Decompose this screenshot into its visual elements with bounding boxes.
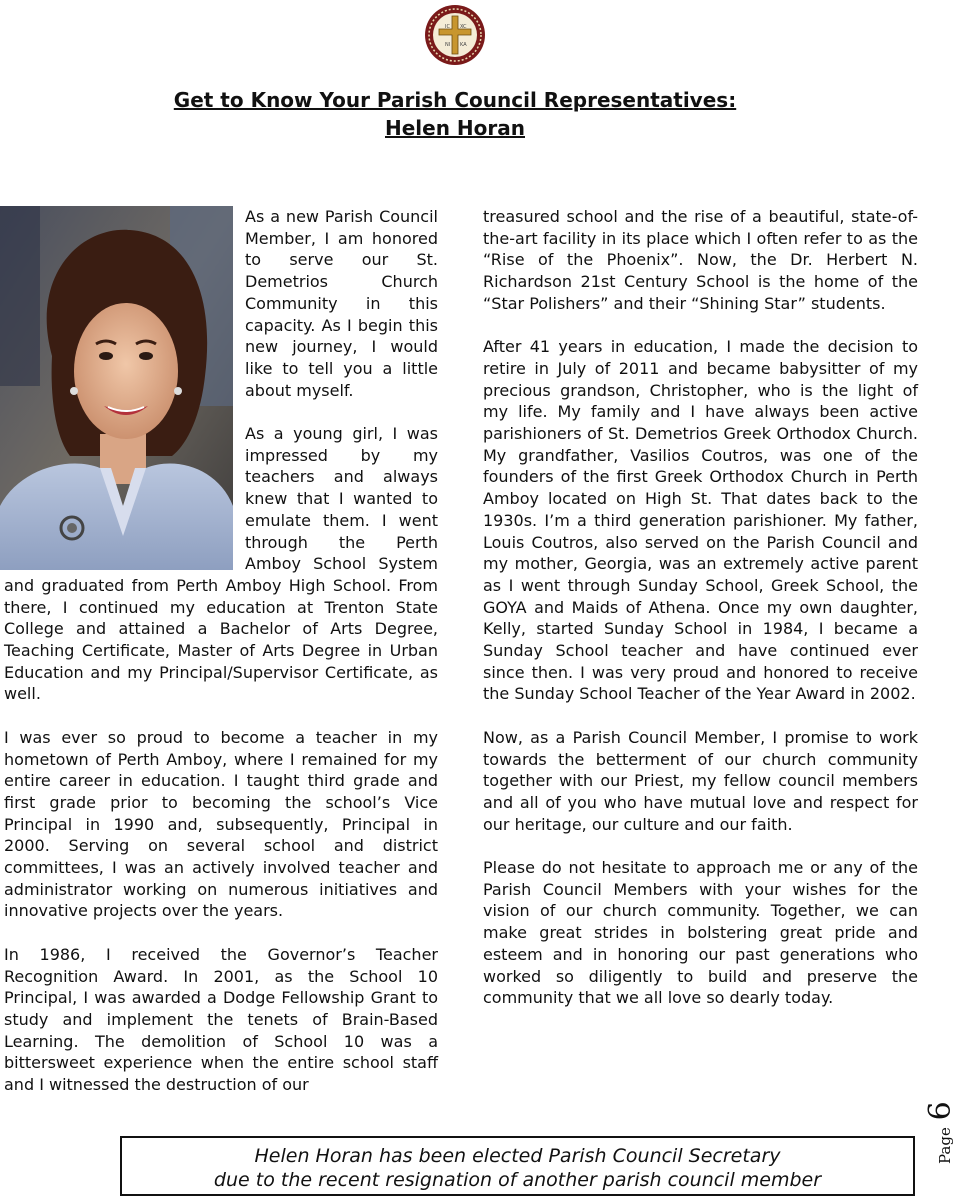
page-title [0, 86, 910, 142]
right-column [483, 206, 918, 1031]
left-paragraph-1: As a new Parish Council Member, I am honored to serve our St. Demetrios Church Community in this capacity. As I begin this new journey, I would like to tell you a little about myself. [245, 207, 438, 400]
right-paragraph-3: Now, as a Parish Council Member, I promise to work towards the betterment of our church community together with our Priest, my fellow council members and all of you who have mutual love and respect for our heritage, our culture and our faith. [483, 727, 918, 834]
page-number-value: 6 [923, 1101, 958, 1121]
right-paragraph-4: Please do not hesitate to approach me or any of the Parish Council Members with your wishes for the vision of our church community. Together, we can make great strides in bolstering great pride and esteem and in honoring our past generations who worked so diligently to build and preserve the community that we all love so dearly today. [483, 858, 918, 1008]
svg-text:IC: IC [445, 24, 450, 30]
cross-seal-icon [424, 4, 486, 66]
left-paragraph-4: In 1986, I received the Governor’s Teacher Recognition Award. In 2001, as the School 10 Principal, I was awarded a Dodge Fellowship Grant to study and implement the tenets of Brain-Based Learning. The demolition of School 10 was a bittersweet experience when the entire school staff and I witnessed the destruction of our [4, 944, 438, 1095]
svg-text:KA: KA [460, 42, 467, 48]
title-line-2: Helen Horan [385, 116, 525, 140]
left-paragraph-2: As a young girl, I was impressed by my teachers and always knew that I wanted to emulate them. I went through the Perth Amboy School System and graduated from Perth Amboy High School. From there, I continued my education at Trenton State College and attained a Bachelor of Arts Degree, Teaching Certificate, Master of Arts Degree in Urban Education and my Principal/Supervisor Certificate, as well. [4, 424, 438, 704]
svg-text:Page 6 [923, 1101, 958, 1164]
left-paragraph-3: I was ever so proud to become a teacher in my hometown of Perth Amboy, where I remained for my entire career in education. I taught third grade and first grade prior to becoming the school’s Vice Principal in 1990 and, subsequently, Principal in 2000. Serving on several school and district committees, I was an actively involved teacher and administrator working on numerous initiatives and innovative projects over the years. [4, 727, 438, 921]
announcement-box [120, 1136, 915, 1196]
page-number [923, 1088, 958, 1168]
left-column [4, 206, 438, 1117]
svg-text:XC: XC [460, 24, 467, 30]
right-paragraph-2: After 41 years in education, I made the decision to retire in July of 2011 and became babysitter of my precious grandson, Christopher, who is the light of my life. My family and I have always been active parishioners of St. Demetrios Greek Orthodox Church. My grandfather, Vasilios Coutros, was one of the founders of the first Greek Orthodox Church in Perth Amboy located on High St. That dates back to the 1930s. I’m a third generation parishioner. My father, Louis Coutros, also served on the Parish Council and my mother, Georgia, was an extremely active parent as I went through Sunday School, Greek School, the GOYA and Maids of Athena. Once my own daughter, Kelly, started Sunday School in 1984, I became a Sunday School teacher and have continued ever since then. I was very proud and honored to receive the Sunday School Teacher of the Year Award in 2002. [483, 337, 918, 704]
title-line-1: Get to Know Your Parish Council Representatives: [173, 88, 737, 112]
page-label: Page [936, 1127, 954, 1164]
svg-text:NI: NI [445, 42, 451, 48]
portrait-photo [0, 206, 233, 570]
portrait-image [0, 206, 233, 570]
announcement-line-1: Helen Horan has been elected Parish Council Secretary [254, 1145, 781, 1167]
right-paragraph-1: treasured school and the rise of a beautiful, state-of-the-art facility in its place which I often refer to as the “Rise of the Phoenix”. Now, the Dr. Herbert N. Richardson 21st Century School is the home of the “Star Polishers” and their “Shining Star” students. [483, 207, 918, 313]
announcement-line-2: due to the recent resignation of another parish council member [213, 1169, 822, 1191]
